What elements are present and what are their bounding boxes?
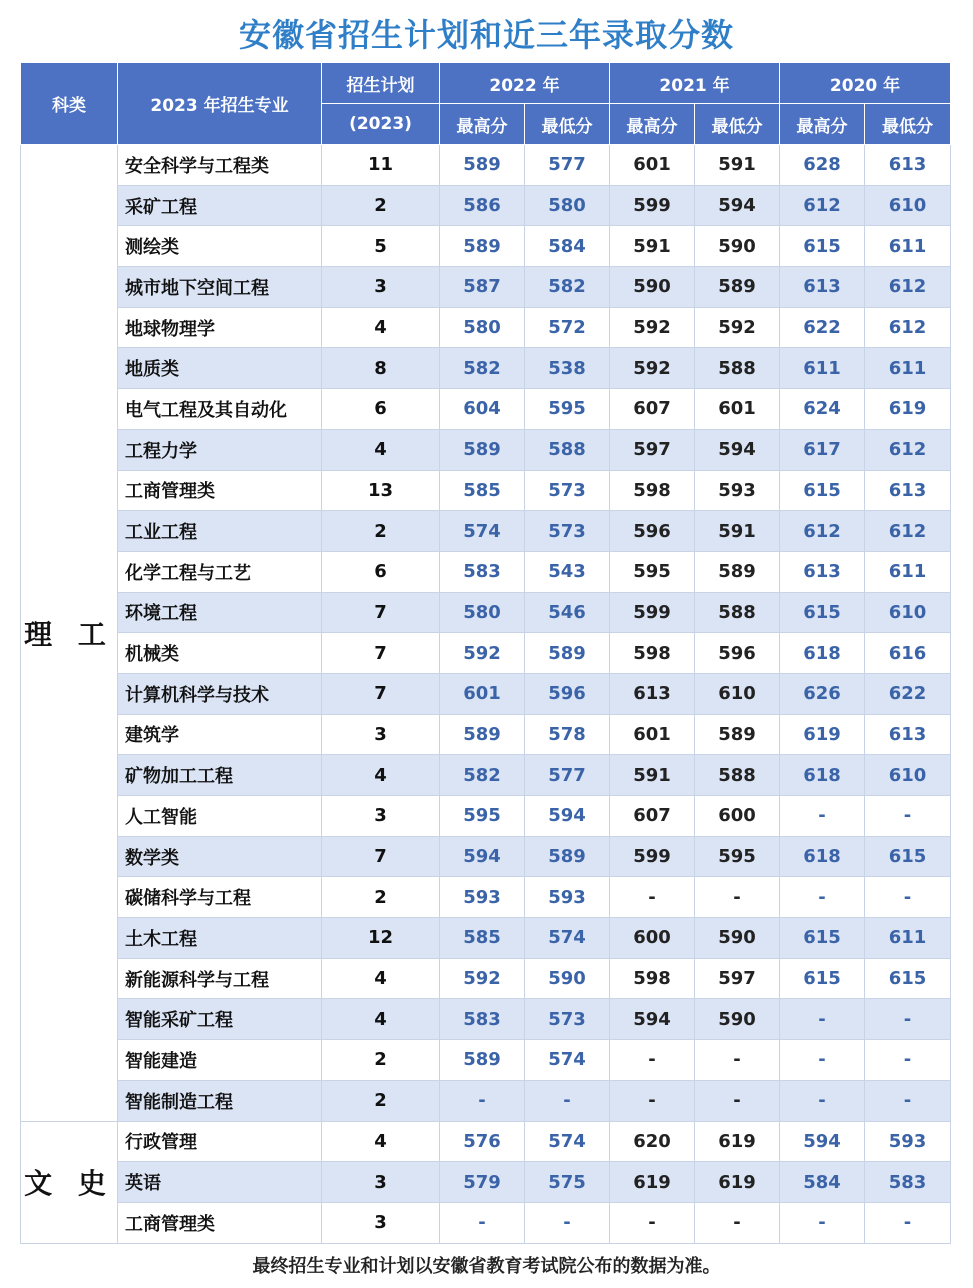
table-cell-2020-low: 611: [865, 918, 951, 959]
table-row: [21, 633, 951, 674]
table-cell-2021-high: 601: [610, 714, 695, 755]
table-cell-2020-low: 612: [865, 267, 951, 308]
table-cell-2022-high: 604: [440, 389, 525, 430]
table-cell-2022-high: 585: [440, 918, 525, 959]
table-cell-2022-low: 589: [525, 836, 610, 877]
table-cell-2020-high: 615: [780, 958, 865, 999]
table-cell-2020-low: 622: [865, 673, 951, 714]
table-cell-2021-high: 596: [610, 511, 695, 552]
table-row: [21, 796, 951, 837]
table-cell-plan: 7: [322, 592, 440, 633]
table-cell-2020-high: -: [780, 877, 865, 918]
table-cell-2020-low: 613: [865, 714, 951, 755]
table-cell-plan: 4: [322, 429, 440, 470]
table-cell-major: 环境工程: [118, 592, 322, 633]
table-cell-plan: 4: [322, 1121, 440, 1162]
table-cell-2020-low: 610: [865, 185, 951, 226]
header-major: 2023 年招生专业: [118, 63, 322, 145]
table-cell-2021-high: 619: [610, 1162, 695, 1203]
table-body: [21, 145, 951, 1244]
table-cell-plan: 4: [322, 755, 440, 796]
table-cell-plan: 6: [322, 389, 440, 430]
table-cell-plan: 4: [322, 958, 440, 999]
table-cell-2021-high: 620: [610, 1121, 695, 1162]
table-cell-2022-low: 584: [525, 226, 610, 267]
table-row: [21, 877, 951, 918]
table-cell-2020-low: 615: [865, 836, 951, 877]
table-cell-2021-high: 599: [610, 185, 695, 226]
table-row: [21, 1080, 951, 1121]
table-cell-2022-high: 589: [440, 1040, 525, 1081]
table-cell-major: 化学工程与工艺: [118, 551, 322, 592]
footer-note: 最终招生专业和计划以安徽省教育考试院公布的数据为准。: [252, 1256, 721, 1277]
category-cell: 文 史: [21, 1121, 118, 1243]
table-cell-2022-low: 582: [525, 267, 610, 308]
table-cell-2021-high: 591: [610, 755, 695, 796]
table-cell-major: 数学类: [118, 836, 322, 877]
table-cell-2021-low: 619: [695, 1121, 780, 1162]
table-cell-2022-high: 589: [440, 145, 525, 186]
table-cell-2021-low: 588: [695, 755, 780, 796]
table-cell-2021-high: 601: [610, 145, 695, 186]
table-cell-2020-high: 619: [780, 714, 865, 755]
table-cell-2020-high: 613: [780, 267, 865, 308]
table-cell-major: 建筑学: [118, 714, 322, 755]
table-row: [21, 226, 951, 267]
table-cell-2022-low: 575: [525, 1162, 610, 1203]
table-cell-2021-low: 596: [695, 633, 780, 674]
table-cell-2020-high: 612: [780, 511, 865, 552]
table-cell-2022-low: 572: [525, 307, 610, 348]
table-row: [21, 307, 951, 348]
table-cell-2022-low: 538: [525, 348, 610, 389]
table-cell-2020-low: -: [865, 999, 951, 1040]
table-cell-plan: 11: [322, 145, 440, 186]
table-cell-2022-low: 573: [525, 511, 610, 552]
table-cell-2022-high: 582: [440, 755, 525, 796]
table-cell-2021-low: 588: [695, 348, 780, 389]
table-cell-2022-low: 578: [525, 714, 610, 755]
table-cell-2022-high: 593: [440, 877, 525, 918]
table-cell-2022-high: 595: [440, 796, 525, 837]
page-title: 安徽省招生计划和近三年录取分数: [238, 16, 734, 54]
table-row: [21, 470, 951, 511]
table-row: [21, 551, 951, 592]
table-cell-2022-high: 583: [440, 551, 525, 592]
table-cell-major: 地质类: [118, 348, 322, 389]
table-cell-2020-low: 611: [865, 226, 951, 267]
table-cell-2021-high: 599: [610, 836, 695, 877]
table-cell-2021-low: 589: [695, 267, 780, 308]
table-cell-2021-low: 591: [695, 511, 780, 552]
table-cell-major: 智能采矿工程: [118, 999, 322, 1040]
table-cell-2020-high: -: [780, 1080, 865, 1121]
table-cell-2020-high: 617: [780, 429, 865, 470]
table-cell-plan: 8: [322, 348, 440, 389]
table-cell-plan: 6: [322, 551, 440, 592]
header-year-2022: 2022 年: [440, 63, 610, 104]
table-cell-2020-high: 626: [780, 673, 865, 714]
table-cell-2022-low: 588: [525, 429, 610, 470]
table-cell-plan: 3: [322, 1202, 440, 1243]
table-cell-major: 工程力学: [118, 429, 322, 470]
table-cell-major: 工商管理类: [118, 470, 322, 511]
header-plan-line1: 招生计划: [322, 63, 440, 104]
header-year-2020: 2020 年: [780, 63, 951, 104]
table-cell-2022-high: 589: [440, 714, 525, 755]
table-cell-2021-low: -: [695, 1040, 780, 1081]
table-cell-major: 机械类: [118, 633, 322, 674]
header-high-2022: 最高分: [440, 104, 525, 145]
table-cell-2020-low: 616: [865, 633, 951, 674]
table-row: [21, 836, 951, 877]
table-cell-2022-low: 574: [525, 1040, 610, 1081]
table-cell-2021-low: 595: [695, 836, 780, 877]
table-cell-2022-low: 577: [525, 145, 610, 186]
table-cell-2022-high: 585: [440, 470, 525, 511]
table-cell-2020-high: 594: [780, 1121, 865, 1162]
table-cell-2021-high: 613: [610, 673, 695, 714]
table-cell-2022-high: -: [440, 1202, 525, 1243]
table-cell-2022-low: 589: [525, 633, 610, 674]
table-cell-2021-low: 591: [695, 145, 780, 186]
table-cell-2021-low: 600: [695, 796, 780, 837]
category-cell: 理 工: [21, 145, 118, 1122]
table-cell-2021-low: 592: [695, 307, 780, 348]
table-cell-2022-high: 586: [440, 185, 525, 226]
header-category: 科类: [21, 63, 118, 145]
table-cell-2022-high: 580: [440, 307, 525, 348]
table-cell-2022-low: 593: [525, 877, 610, 918]
table-cell-2022-high: 594: [440, 836, 525, 877]
table-cell-2020-low: -: [865, 796, 951, 837]
table-cell-major: 计算机科学与技术: [118, 673, 322, 714]
table-row: [21, 429, 951, 470]
table-row: [21, 348, 951, 389]
table-cell-2021-high: 598: [610, 958, 695, 999]
table-cell-2020-low: 611: [865, 551, 951, 592]
table-cell-2020-low: 612: [865, 429, 951, 470]
table-cell-2021-high: -: [610, 877, 695, 918]
table-cell-2022-low: 596: [525, 673, 610, 714]
table-cell-2021-high: -: [610, 1202, 695, 1243]
table-cell-2020-high: 618: [780, 836, 865, 877]
table-cell-2021-low: 619: [695, 1162, 780, 1203]
table-cell-major: 人工智能: [118, 796, 322, 837]
header-low-2022: 最低分: [525, 104, 610, 145]
table-cell-2021-high: 592: [610, 307, 695, 348]
table-cell-2020-high: 613: [780, 551, 865, 592]
table-cell-plan: 7: [322, 633, 440, 674]
table-cell-2021-high: 590: [610, 267, 695, 308]
table-row: [21, 673, 951, 714]
table-cell-plan: 3: [322, 714, 440, 755]
table-cell-2021-high: -: [610, 1040, 695, 1081]
table-cell-2021-high: 607: [610, 389, 695, 430]
table-cell-2022-high: 592: [440, 958, 525, 999]
table-cell-2020-low: 615: [865, 958, 951, 999]
table-cell-2021-low: -: [695, 1202, 780, 1243]
table-cell-2022-high: 601: [440, 673, 525, 714]
table-cell-major: 碳储科学与工程: [118, 877, 322, 918]
table-cell-plan: 2: [322, 1040, 440, 1081]
table-cell-2022-low: 546: [525, 592, 610, 633]
table-cell-2020-low: 613: [865, 145, 951, 186]
table-row: [21, 714, 951, 755]
table-cell-2022-high: 580: [440, 592, 525, 633]
table-cell-2020-high: -: [780, 1040, 865, 1081]
table-cell-2020-high: 612: [780, 185, 865, 226]
table-cell-2021-high: 591: [610, 226, 695, 267]
table-cell-plan: 13: [322, 470, 440, 511]
table-cell-2022-low: -: [525, 1202, 610, 1243]
table-cell-2020-low: 613: [865, 470, 951, 511]
table-cell-2020-high: -: [780, 796, 865, 837]
table-cell-2021-low: 594: [695, 185, 780, 226]
table-row: [21, 267, 951, 308]
table-cell-2020-high: 618: [780, 755, 865, 796]
table-cell-2021-low: 597: [695, 958, 780, 999]
header-high-2021: 最高分: [610, 104, 695, 145]
table-cell-2020-high: -: [780, 1202, 865, 1243]
table-cell-2022-high: -: [440, 1080, 525, 1121]
table-cell-2022-low: 590: [525, 958, 610, 999]
table-row: [21, 918, 951, 959]
table-row: [21, 389, 951, 430]
admission-score-table: [20, 62, 951, 1244]
table-cell-2022-low: 595: [525, 389, 610, 430]
table-cell-2020-low: 610: [865, 755, 951, 796]
table-row: [21, 592, 951, 633]
table-row: [21, 511, 951, 552]
table-cell-2021-high: 598: [610, 470, 695, 511]
table-cell-plan: 5: [322, 226, 440, 267]
table-cell-major: 测绘类: [118, 226, 322, 267]
table-row: [21, 185, 951, 226]
table-cell-2022-high: 574: [440, 511, 525, 552]
table-cell-2022-low: 580: [525, 185, 610, 226]
table-cell-2021-low: -: [695, 1080, 780, 1121]
table-cell-2022-high: 587: [440, 267, 525, 308]
table-cell-2021-high: 607: [610, 796, 695, 837]
table-cell-plan: 12: [322, 918, 440, 959]
table-cell-2021-low: 594: [695, 429, 780, 470]
table-cell-major: 城市地下空间工程: [118, 267, 322, 308]
table-cell-2020-high: 615: [780, 592, 865, 633]
table-cell-2021-low: 590: [695, 226, 780, 267]
table-cell-2021-high: 598: [610, 633, 695, 674]
table-cell-2022-high: 576: [440, 1121, 525, 1162]
table-cell-2020-low: 593: [865, 1121, 951, 1162]
table-cell-2020-low: 612: [865, 511, 951, 552]
table-cell-major: 电气工程及其自动化: [118, 389, 322, 430]
table-cell-2021-high: 600: [610, 918, 695, 959]
table-cell-major: 安全科学与工程类: [118, 145, 322, 186]
table-cell-plan: 7: [322, 836, 440, 877]
table-cell-2021-high: 597: [610, 429, 695, 470]
table-cell-2020-low: 610: [865, 592, 951, 633]
table-cell-2020-low: 612: [865, 307, 951, 348]
table-cell-2021-low: -: [695, 877, 780, 918]
table-row: [21, 1162, 951, 1203]
table-row: [21, 755, 951, 796]
table-cell-plan: 4: [322, 999, 440, 1040]
table-cell-major: 工商管理类: [118, 1202, 322, 1243]
table-row: [21, 958, 951, 999]
table-cell-2021-high: 592: [610, 348, 695, 389]
table-cell-2022-high: 589: [440, 226, 525, 267]
table-cell-2020-high: -: [780, 999, 865, 1040]
table-cell-2022-high: 579: [440, 1162, 525, 1203]
table-row: [21, 1040, 951, 1081]
table-cell-2022-low: 577: [525, 755, 610, 796]
table-cell-plan: 3: [322, 796, 440, 837]
table-cell-plan: 3: [322, 267, 440, 308]
table-cell-2020-high: 622: [780, 307, 865, 348]
table-cell-2020-low: -: [865, 1040, 951, 1081]
table-cell-major: 智能制造工程: [118, 1080, 322, 1121]
table-cell-plan: 3: [322, 1162, 440, 1203]
table-row: [21, 1202, 951, 1243]
table-cell-2021-low: 589: [695, 714, 780, 755]
table-cell-plan: 2: [322, 185, 440, 226]
table-cell-2021-high: 599: [610, 592, 695, 633]
table-cell-2020-high: 584: [780, 1162, 865, 1203]
table-cell-plan: 2: [322, 877, 440, 918]
table-cell-plan: 4: [322, 307, 440, 348]
table-cell-2022-low: -: [525, 1080, 610, 1121]
table-cell-major: 工业工程: [118, 511, 322, 552]
table-cell-2022-high: 589: [440, 429, 525, 470]
header-plan-line2: (2023): [322, 104, 440, 145]
table-cell-2022-high: 592: [440, 633, 525, 674]
table-cell-2020-low: 611: [865, 348, 951, 389]
table-cell-major: 矿物加工工程: [118, 755, 322, 796]
table-cell-major: 行政管理: [118, 1121, 322, 1162]
table-row: [21, 1121, 951, 1162]
table-cell-2021-low: 610: [695, 673, 780, 714]
table-cell-2021-low: 590: [695, 918, 780, 959]
table-cell-2020-high: 618: [780, 633, 865, 674]
table-cell-2021-low: 590: [695, 999, 780, 1040]
table-cell-2020-low: -: [865, 1080, 951, 1121]
table-row: [21, 999, 951, 1040]
header-low-2021: 最低分: [695, 104, 780, 145]
table-cell-major: 英语: [118, 1162, 322, 1203]
table-cell-2020-high: 615: [780, 470, 865, 511]
table-cell-2022-low: 574: [525, 1121, 610, 1162]
table-cell-2022-high: 583: [440, 999, 525, 1040]
table-cell-2020-high: 615: [780, 226, 865, 267]
header-low-2020: 最低分: [865, 104, 951, 145]
table-cell-2021-low: 601: [695, 389, 780, 430]
table-cell-major: 土木工程: [118, 918, 322, 959]
table-cell-2020-low: -: [865, 1202, 951, 1243]
table-cell-plan: 2: [322, 511, 440, 552]
table-cell-2020-high: 624: [780, 389, 865, 430]
table-cell-2021-low: 593: [695, 470, 780, 511]
table-cell-major: 智能建造: [118, 1040, 322, 1081]
table-cell-2021-high: -: [610, 1080, 695, 1121]
table-cell-2020-high: 628: [780, 145, 865, 186]
table-cell-2020-high: 611: [780, 348, 865, 389]
table-cell-2021-low: 588: [695, 592, 780, 633]
table-cell-2020-low: 583: [865, 1162, 951, 1203]
table-cell-2020-low: -: [865, 877, 951, 918]
table-cell-major: 地球物理学: [118, 307, 322, 348]
table-cell-2021-high: 595: [610, 551, 695, 592]
table-cell-major: 新能源科学与工程: [118, 958, 322, 999]
table-cell-2020-low: 619: [865, 389, 951, 430]
header-year-2021: 2021 年: [610, 63, 780, 104]
table-cell-2022-high: 582: [440, 348, 525, 389]
table-cell-2021-low: 589: [695, 551, 780, 592]
table-cell-plan: 7: [322, 673, 440, 714]
table-cell-2022-low: 574: [525, 918, 610, 959]
table-cell-major: 采矿工程: [118, 185, 322, 226]
table-cell-2022-low: 594: [525, 796, 610, 837]
table-cell-2020-high: 615: [780, 918, 865, 959]
table-row: [21, 145, 951, 186]
table-cell-2022-low: 573: [525, 470, 610, 511]
table-cell-2022-low: 573: [525, 999, 610, 1040]
table-cell-2021-high: 594: [610, 999, 695, 1040]
table-cell-plan: 2: [322, 1080, 440, 1121]
table-cell-2022-low: 543: [525, 551, 610, 592]
header-high-2020: 最高分: [780, 104, 865, 145]
